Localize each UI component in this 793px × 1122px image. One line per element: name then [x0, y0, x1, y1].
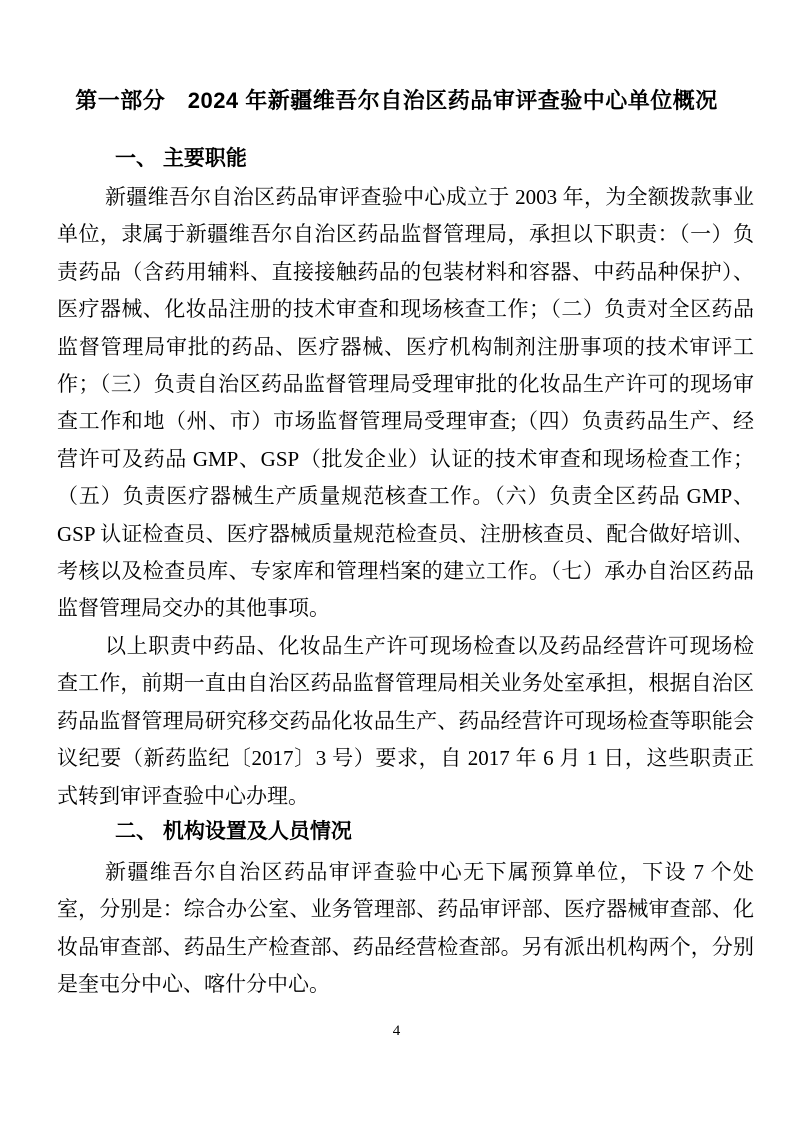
section-heading-organization-staff: 二、 机构设置及人员情况	[115, 820, 352, 843]
section-heading-main-functions: 一、 主要职能	[115, 147, 247, 170]
page-number: 4	[392, 1023, 401, 1039]
paragraph-duty-transfer: 以上职责中药品、化妆品生产许可现场检查以及药品经营许可现场检查工作，前期一直由自治区药品监督管理局相关业务处室承担，根据自治区药品监督管理局研究移交药品化妆品生产、药品经营许可现场检查等职能会议纪要（新药监纪〔2017〕3 号）要求，自 2017 年 6 月 1 日，这些职责正式转到审评查验中心办理。	[57, 633, 754, 808]
document-title: 第一部分 2024 年新疆维吾尔自治区药品审评查验中心单位概况	[75, 88, 718, 113]
paragraph-duties: 新疆维吾尔自治区药品审评查验中心成立于 2003 年，为全额拨款事业单位，隶属于新疆维吾尔自治区药品监督管理局，承担以下职责：（一）负责药品（含药用辅料、直接接触药品的包装材料和容器、中药品种保护）、医疗器械、化妆品注册的技术审查和现场核查工作；（二）负责对全区药品监督管理局审批的药品、医疗器械、医疗机构制剂注册事项的技术审评工作；（三）负责自治区药品监督管理局受理审批的化妆品生产许可的现场审查工作和地（州、市）市场监督管理局受理审查;（四）负责药品生产、经营许可及药品 GMP、GSP（批发企业）认证的技术审查和现场检查工作；（五）负责医疗器械生产质量规范核查工作。（六）负责全区药品 GMP、GSP 认证检查员、医疗器械质量规范检查员、注册核查员、配合做好培训、考核以及检查员库、专家库和管理档案的建立工作。（七）承办自治区药品监督管理局交办的其他事项。	[57, 185, 754, 621]
paragraph-organization: 新疆维吾尔自治区药品审评查验中心无下属预算单位，下设 7 个处室，分别是：综合办公室、业务管理部、药品审评部、医疗器械审查部、化妆品审查部、药品生产检查部、药品经营检查部。另有派出机构两个，分别是奎屯分中心、喀什分中心。	[57, 860, 754, 997]
section-body-organization-staff	[57, 854, 754, 1004]
section-body-main-functions	[57, 179, 754, 815]
